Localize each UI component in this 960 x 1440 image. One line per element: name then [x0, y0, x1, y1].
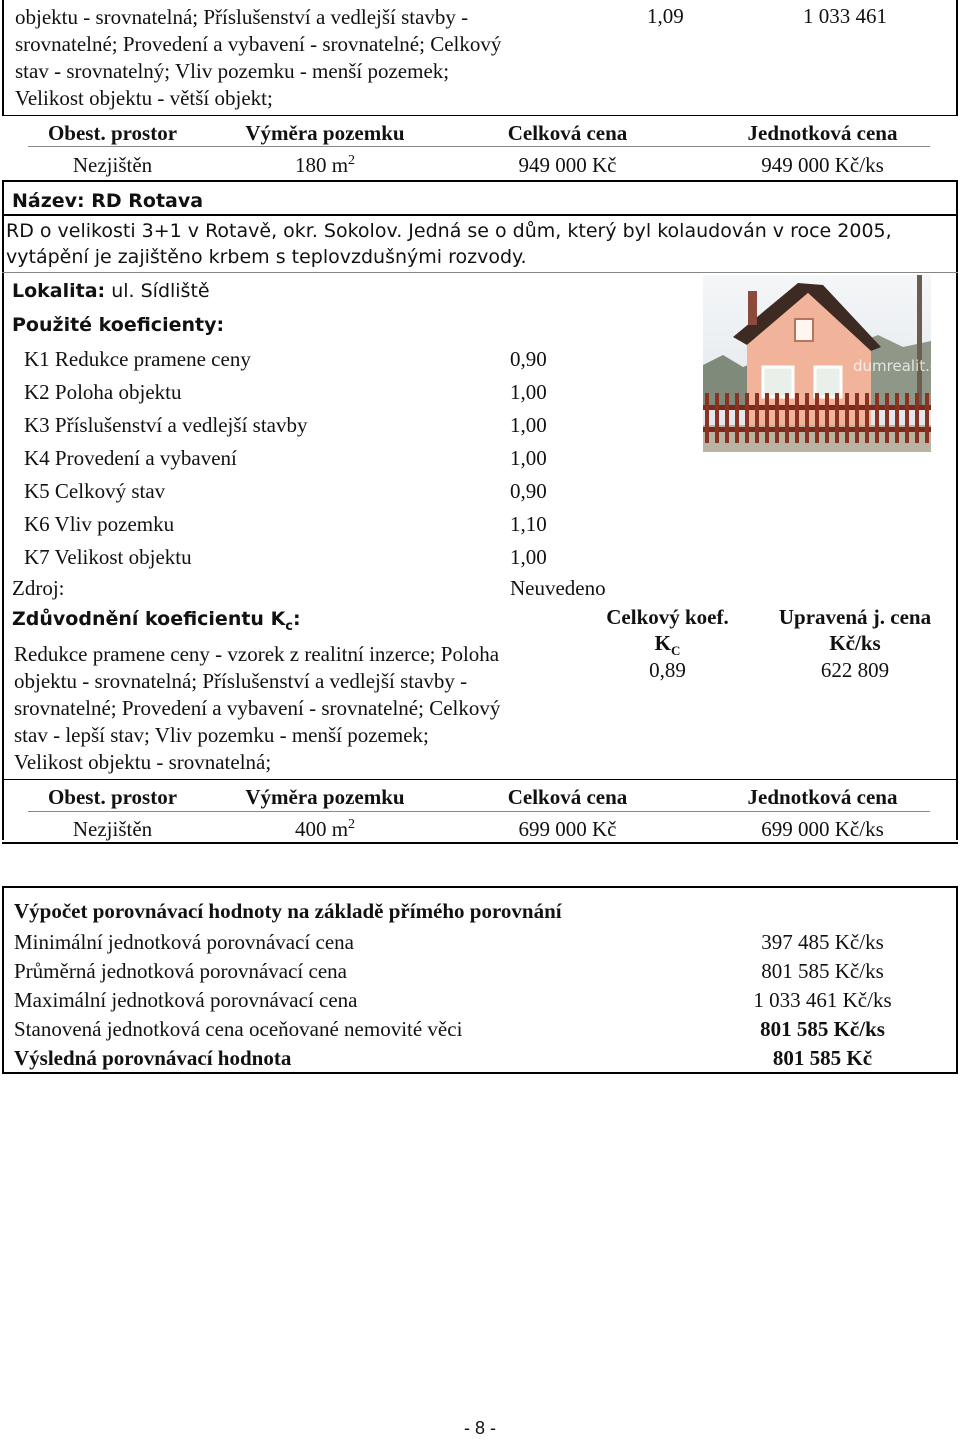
result-values [720, 928, 925, 1073]
photo-watermark: dumrealit.cz [853, 357, 947, 375]
header-area-2: Výměra pozemku [245, 785, 405, 809]
coefficient-value: 1,00 [510, 545, 547, 569]
justification-line: objektu - srovnatelná; Příslušenství a vedlejší stavby - [15, 5, 469, 29]
top-justification [15, 4, 501, 112]
summary2-unit: 699 000 Kč/ks [761, 817, 884, 841]
result-value: 1 033 461 Kč/ks [753, 988, 892, 1012]
summary2-total: 699 000 Kč [518, 817, 617, 841]
coefficient-value: 1,00 [510, 380, 547, 404]
result-label: Stanovená jednotková cena oceňované nemovité věci [14, 1017, 463, 1041]
summary1-mid-rule [28, 146, 930, 147]
rotava-name: Název: RD Rotava [12, 190, 204, 212]
rotava-locality: Lokalita: ul. Sídliště [12, 280, 210, 302]
header-total-2: Celková cena [507, 785, 628, 809]
total-coef-header: Celkový koef. $K_C$ [606, 605, 729, 659]
coefficient-label: K5 Celkový stav [24, 479, 166, 503]
rotava-justification [14, 641, 500, 776]
result-value: 801 585 Kč/ks [760, 1017, 885, 1041]
coefficient-values [510, 343, 547, 574]
coefficient-label: K3 Příslušenství a vedlejší stavby [24, 413, 308, 437]
top-coef-value: 1,09 [647, 4, 684, 28]
justification-line: srovnatelné; Provedení a vybavení - srovnatelné; Celkový [15, 32, 502, 56]
coefficient-label: K2 Poloha objektu [24, 380, 182, 404]
header-total: Celková cena [507, 121, 628, 145]
summary1-bottom-rule [2, 180, 958, 182]
result-labels [14, 928, 462, 1073]
summary1-obest: Nezjištěn [72, 153, 153, 177]
header-obest: Obest. prostor [47, 121, 178, 145]
result-label: Minimální jednotková porovnávací cena [14, 930, 354, 954]
coefficient-value: 1,10 [510, 512, 547, 536]
summary1-total: 949 000 Kč [518, 153, 617, 177]
top-adjusted-price: 1 033 461 [803, 4, 887, 28]
adjusted-price-header: Upravená j. cena Kč/ks [778, 605, 932, 655]
summary1-unit: 949 000 Kč/ks [761, 153, 884, 177]
justification-line: stav - srovnatelný; Vliv pozemku - menší pozemek; [15, 59, 450, 83]
rotava-desc-line1: RD o velikosti 3+1 v Rotavě, okr. Sokolov. Jedná se o dům, který byl kolaudován v roce 2005, [6, 220, 892, 242]
rotava-desc-line2: vytápění je zajištěno krbem s teplovzdušnými rozvody. [6, 246, 527, 268]
header-area: Výměra pozemku [245, 121, 405, 145]
result-label: Průměrná jednotková porovnávací cena [14, 959, 347, 983]
rotava-left-border [2, 180, 4, 840]
summary2-bottom-rule [2, 842, 958, 844]
header-obest-2: Obest. prostor [47, 785, 178, 809]
justification-title: Zdůvodnění koeficientu $K_c$: [12, 608, 301, 634]
coefficient-value: 1,00 [510, 446, 547, 470]
rotava-name-rule [2, 214, 958, 216]
justification-line: Redukce pramene ceny - vzorek z realitní inzerce; Poloha [14, 642, 500, 666]
coefficient-labels [24, 343, 307, 574]
summary2-obest: Nezjištěn [72, 817, 153, 841]
result-title: Výpočet porovnávací hodnoty na základě přímého porovnání [14, 899, 562, 923]
source-value: Neuvedeno [510, 576, 606, 600]
page-number: - 8 - [463, 1418, 496, 1438]
justification-line: srovnatelné; Provedení a vybavení - srovnatelné; Celkový [14, 696, 501, 720]
house-photo-image [703, 275, 947, 452]
house-photo [703, 275, 947, 452]
source-label: Zdroj: [12, 576, 65, 600]
coefficient-value: 1,00 [510, 413, 547, 437]
summary2-mid-rule [28, 811, 930, 812]
header-unit-2: Jednotková cena [747, 785, 898, 809]
summary1-top-rule [2, 115, 958, 116]
coefficient-label: K6 Vliv pozemku [24, 512, 175, 536]
result-value: 397 485 Kč/ks [761, 930, 884, 954]
result-label-final: Výsledná porovnávací hodnota [14, 1046, 292, 1070]
summary2-area: 400 $m^2$ [294, 817, 356, 841]
header-unit: Jednotková cena [747, 121, 898, 145]
result-value-final: 801 585 Kč [772, 1046, 873, 1070]
result-label: Maximální jednotková porovnávací cena [14, 988, 358, 1012]
coefficient-label: K4 Provedení a vybavení [24, 446, 237, 470]
left-border [2, 0, 4, 115]
adjusted-price-value: 622 809 [820, 658, 890, 682]
coefficient-value: 0,90 [510, 479, 547, 503]
rotava-right-border [956, 180, 958, 840]
right-border [956, 0, 958, 115]
coefficient-value: 0,90 [510, 347, 547, 371]
justification-line: objektu - srovnatelná; Příslušenství a vedlejší stavby - [14, 669, 468, 693]
rotava-coef-title: Použité koeficienty: [12, 314, 225, 336]
summary2-top-rule [2, 779, 958, 780]
summary1-area: 180 $m^2$ [294, 153, 356, 177]
coefficient-label: K1 Redukce pramene ceny [24, 347, 251, 371]
total-coef-value: 0,89 [649, 658, 686, 682]
justification-line: Velikost objektu - větší objekt; [15, 86, 273, 110]
justification-line: Velikost objektu - srovnatelná; [14, 750, 272, 774]
coefficient-label: K7 Velikost objektu [24, 545, 192, 569]
rotava-desc-rule [2, 272, 958, 273]
justification-line: stav - lepší stav; Vliv pozemku - menší pozemek; [14, 723, 429, 747]
result-value: 801 585 Kč/ks [761, 959, 884, 983]
